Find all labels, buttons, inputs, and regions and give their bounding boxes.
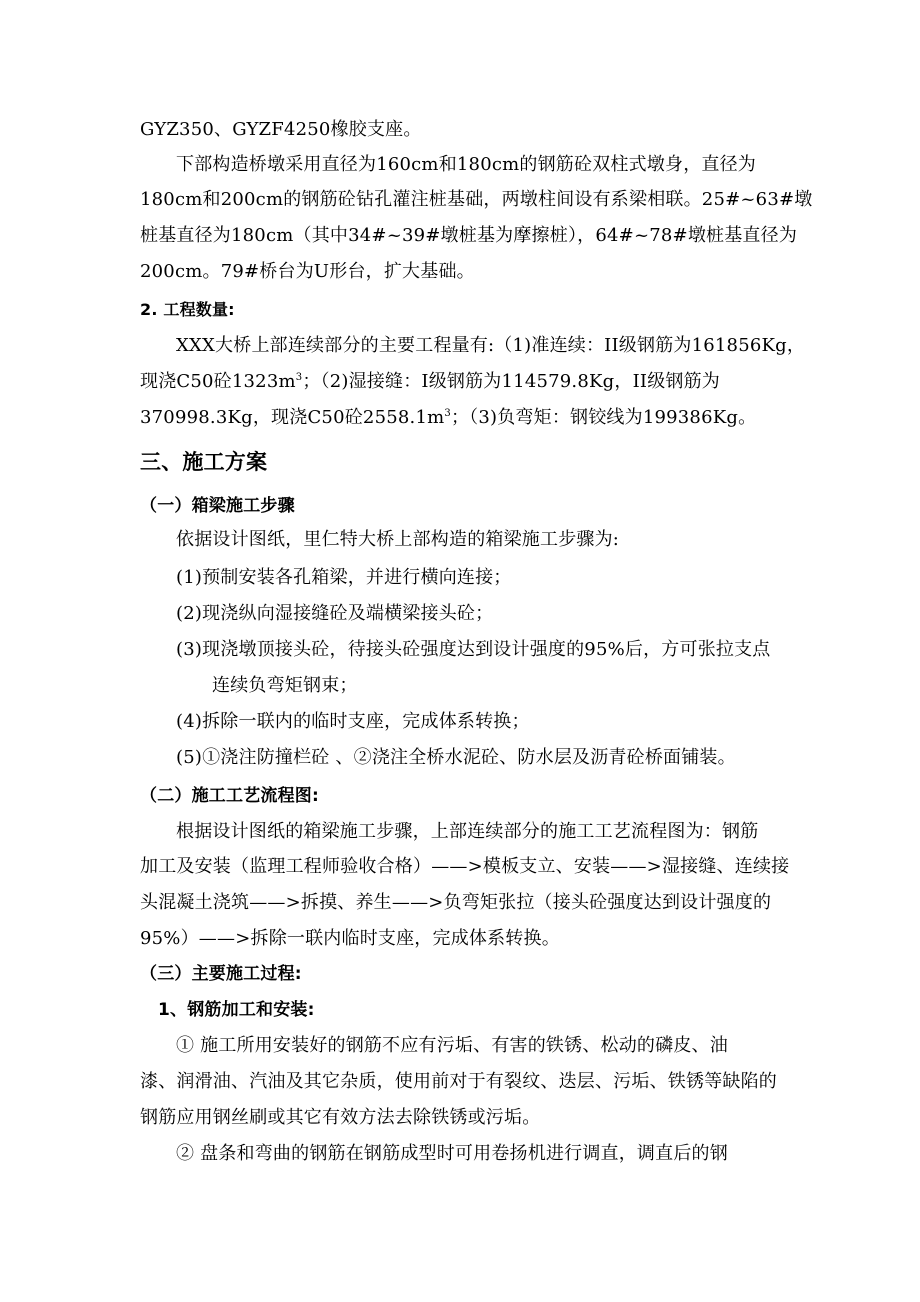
list-item: (2)现浇纵向湿接缝砼及端横梁接头砼； bbox=[176, 603, 494, 624]
chapter-heading: 三、施工方案 bbox=[140, 450, 268, 474]
text-line: 钢筋应用钢丝刷或其它有效方法去除铁锈或污垢。 bbox=[140, 1107, 541, 1128]
text-line: GYZ350、GYZF4250橡胶支座。 bbox=[140, 119, 422, 140]
text-line: 180cm和200cm的钢筋砼钻孔灌注桩基础，两墩柱间设有系梁相联。25#~63#墩 bbox=[140, 189, 813, 210]
text-line: 漆、润滑油、汽油及其它杂质，使用前对于有裂纹、迭层、污垢、铁锈等缺陷的 bbox=[140, 1071, 777, 1092]
item-heading: 1、钢筋加工和安装: bbox=[158, 1000, 315, 1020]
text-line: 头混凝土浇筑——>拆摸、养生——>负弯矩张拉（接头砼强度达到设计强度的 bbox=[140, 892, 772, 913]
text-line: XXX大桥上部连续部分的主要工程量有:（1)准连续：II级钢筋为161856Kg， bbox=[176, 335, 806, 356]
text-line: ① 施工所用安装好的钢筋不应有污垢、有害的铁锈、松动的磷皮、油 bbox=[176, 1035, 728, 1056]
subsection-heading: （一）箱梁施工步骤 bbox=[140, 496, 295, 516]
list-item-continuation: 连续负弯矩钢束； bbox=[212, 675, 358, 696]
list-item: (3)现浇墩顶接头砼，待接头砼强度达到设计强度的95%后，方可张拉支点 bbox=[176, 639, 771, 660]
list-item: (5)①浇注防撞栏砼 、②浇注全桥水泥砼、防水层及沥青砼桥面铺装。 bbox=[176, 747, 736, 768]
subsection-heading: （三）主要施工过程: bbox=[140, 964, 302, 984]
text-line: 依据设计图纸，里仁特大桥上部构造的箱梁施工步骤为: bbox=[176, 529, 620, 550]
text-line: 现浇C50砼$1323m^3$；（2)湿接缝：I级钢筋为114579.8Kg，II级钢筋为 bbox=[140, 371, 720, 392]
text-line: ② 盘条和弯曲的钢筋在钢筋成型时可用卷扬机进行调直，调直后的钢 bbox=[176, 1143, 728, 1164]
text-line: 200cm。79#桥台为U形台，扩大基础。 bbox=[140, 261, 475, 282]
list-item: (1)预制安装各孔箱梁，并进行横向连接； bbox=[176, 567, 512, 588]
section-heading: 2. 工程数量: bbox=[140, 300, 235, 319]
text-line: 加工及安装（监理工程师验收合格）——>模板支立、安装——>湿接缝、连续接 bbox=[140, 856, 790, 877]
text-line: 下部构造桥墩采用直径为160cm和180cm的钢筋砼双柱式墩身，直径为 bbox=[176, 154, 757, 175]
list-item: (4)拆除一联内的临时支座，完成体系转换； bbox=[176, 711, 530, 732]
text-line: 95%）——>拆除一联内临时支座，完成体系转换。 bbox=[140, 928, 560, 949]
text-line: 370998.3Kg，现浇C50砼$2558.1m^3$；（3)负弯矩：钢铰线为199386Kg。 bbox=[140, 407, 757, 428]
subsection-heading: （二）施工工艺流程图: bbox=[140, 786, 319, 806]
text-line: 根据设计图纸的箱梁施工步骤，上部连续部分的施工工艺流程图为：钢筋 bbox=[176, 821, 759, 842]
text-line: 桩基直径为180cm（其中34#~39#墩桩基为摩擦桩），64#~78#墩桩基直径为 bbox=[140, 225, 798, 246]
